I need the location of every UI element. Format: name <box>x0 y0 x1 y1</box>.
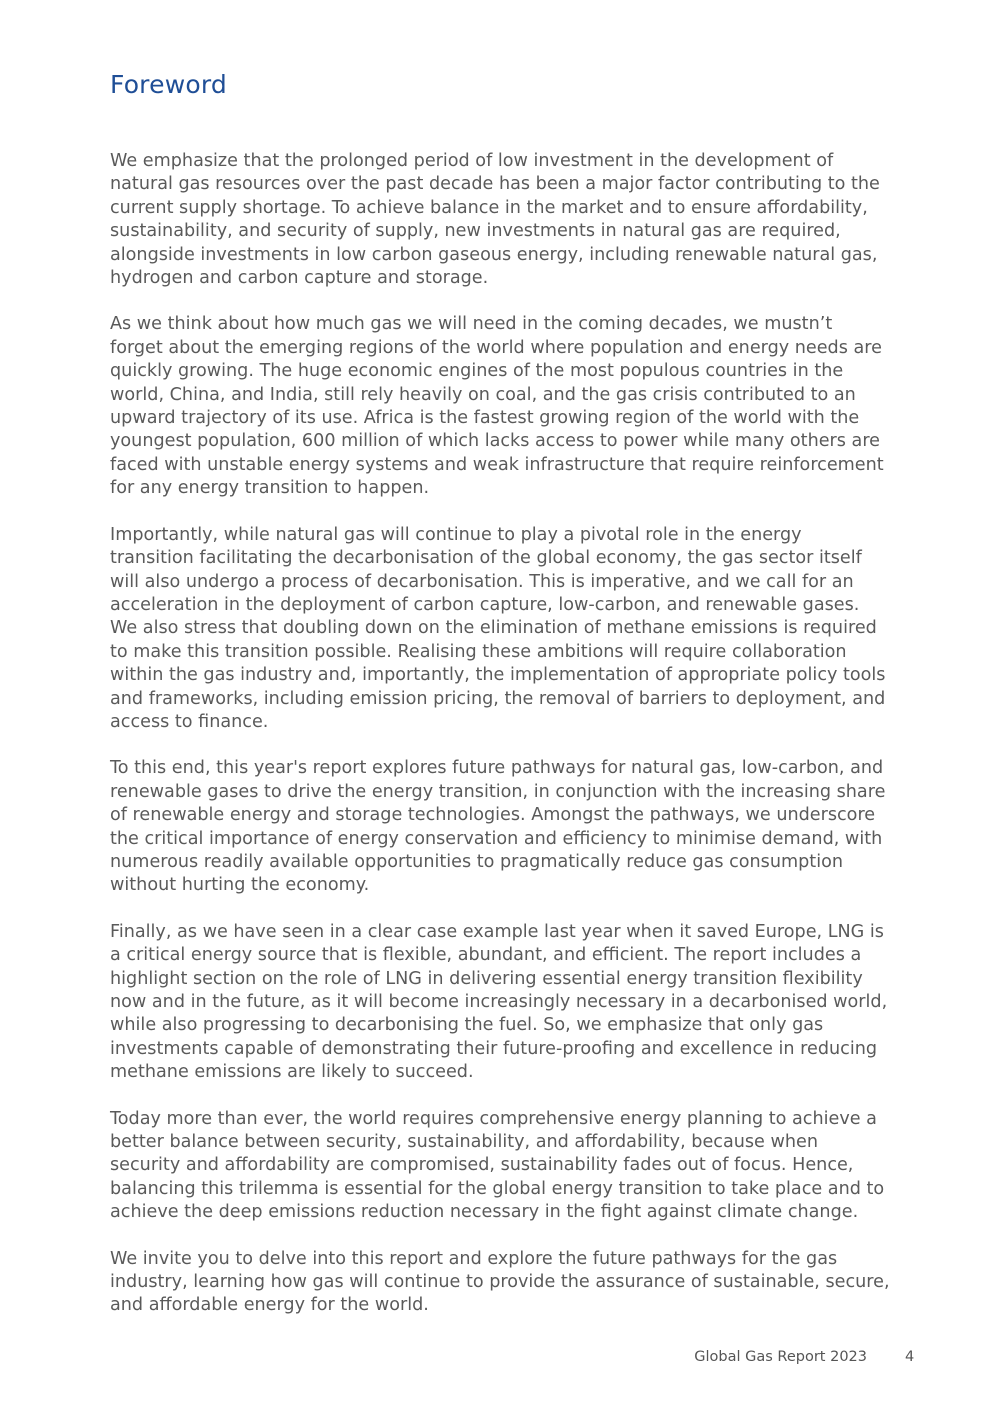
paragraph-6: Today more than ever, the world requires comprehensive energy planning to achieve a better balance between security, sustainability, and affordability, because when security and affordability are compromised, sustainability fades out of focus. Hence, balancing this trilemma is essential for the global energy transition to take place and to achieve the deep emissions reduction necessary in the fight against climate change. <box>110 1108 885 1223</box>
paragraph-5: Finally, as we have seen in a clear case example last year when it saved Europe, LNG is a critical energy source that is flexible, abundant, and efficient. The report includes a highlight section on the role of LNG in delivering essential energy transition flexibility now and in the future, as it will become increasingly necessary in a decarbonised world, while also progressing to decarbonising the fuel. So, we emphasize that only gas investments capable of demonstrating their future-proofing and excellence in reducing methane emissions are likely to succeed. <box>110 921 888 1083</box>
page-footer <box>0 1349 987 1369</box>
paragraph-2: As we think about how much gas we will need in the coming decades, we mustn’t forget about the emerging regions of the world where population and energy needs are quickly growing. The huge economic engines of the most populous countries in the world, China, and India, still rely heavily on coal, and the gas crisis contributed to an upward trajectory of its use. Africa is the fastest growing region of the world with the youngest population, 600 million of which lacks access to power while many others are faced with unstable energy systems and weak infrastructure that require reinforcement for any energy transition to happen. <box>110 314 884 499</box>
footer-report-title: Global Gas Report 2023 <box>694 1349 867 1365</box>
paragraph-7: We invite you to delve into this report and explore the future pathways for the gas industry, learning how gas will continue to provide the assurance of sustainable, secure, and affordable energy for the world. <box>110 1248 890 1316</box>
paragraph-4: To this end, this year's report explores future pathways for natural gas, low-carbon, and renewable gases to drive the energy transition, in conjunction with the increasing share of renewable energy and storage technologies. Amongst the pathways, we underscore the critical importance of energy conservation and efficiency to minimise demand, with numerous readily available opportunities to pragmatically reduce gas consumption without hurting the economy. <box>110 758 886 896</box>
page-title: Foreword <box>110 70 227 99</box>
foreword-body <box>110 150 890 1341</box>
footer-page-number: 4 <box>905 1349 915 1365</box>
paragraph-1: We emphasize that the prolonged period of low investment in the development of natural gas resources over the past decade has been a major factor contributing to the current supply shortage. To achieve balance in the market and to ensure affordability, sustainability, and security of supply, new investments in natural gas are required, alongside investments in low carbon gaseous energy, including renewable natural gas, hydrogen and carbon capture and storage. <box>110 151 880 289</box>
paragraph-3: Importantly, while natural gas will continue to play a pivotal role in the energy transition facilitating the decarbonisation of the global economy, the gas sector itself will also undergo a process of decarbonisation. This is imperative, and we call for an acceleration in the deployment of carbon capture, low-carbon, and renewable gases. We also stress that doubling down on the elimination of methane emissions is required to make this transition possible. Realising these ambitions will require collaboration within the gas industry and, importantly, the implementation of appropriate policy tools and frameworks, including emission pricing, the removal of barriers to deployment, and access to finance. <box>110 524 886 732</box>
